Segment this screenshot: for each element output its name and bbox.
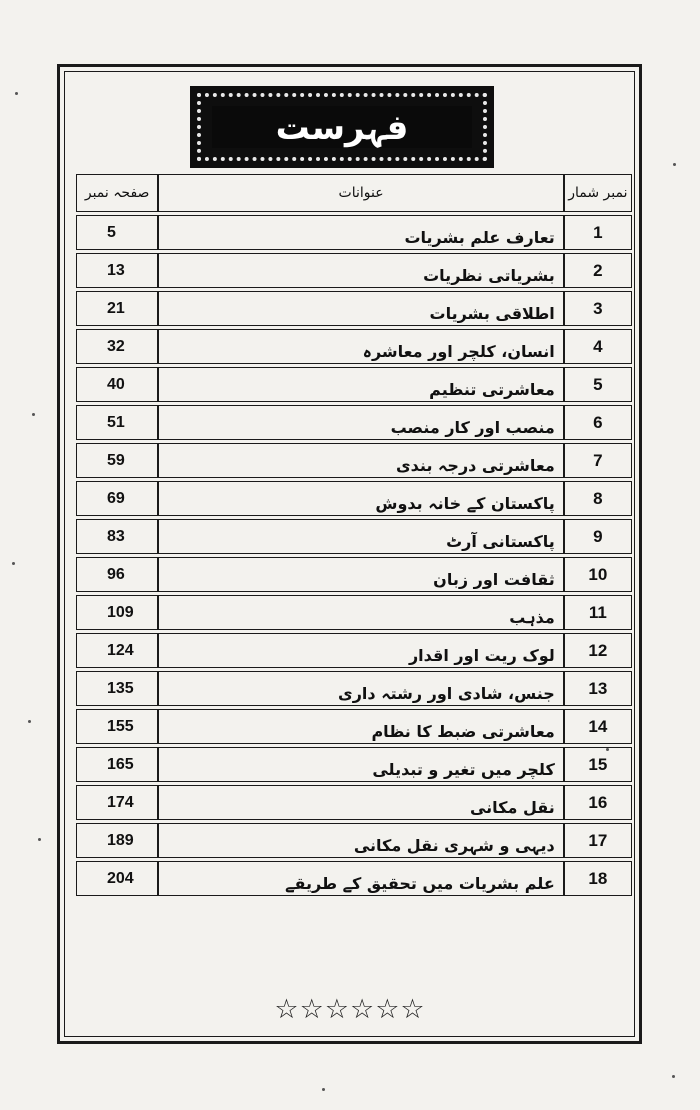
- row-title-cell: [158, 329, 563, 364]
- row-page: 40: [76, 367, 158, 402]
- scan-speck: [15, 92, 18, 95]
- row-number: 9: [564, 519, 632, 554]
- row-page: 189: [76, 823, 158, 858]
- row-page: 155: [76, 709, 158, 744]
- row-title-cell: [158, 291, 563, 326]
- row-title: دیہی و شہری نقل مکانی: [353, 836, 555, 855]
- row-page: 51: [76, 405, 158, 440]
- row-title: معاشرتی تنظیم: [429, 380, 555, 399]
- row-title-cell: [158, 367, 563, 402]
- row-number: 16: [564, 785, 632, 820]
- row-page: 5: [76, 215, 158, 250]
- table-row: [76, 785, 632, 820]
- scan-speck: [12, 562, 15, 565]
- row-title: معاشرتی ضبط کا نظام: [371, 722, 555, 741]
- row-number: 13: [564, 671, 632, 706]
- table-header-row: [76, 174, 632, 212]
- row-number: 7: [564, 443, 632, 478]
- table-row: [76, 443, 632, 478]
- row-title: ثقافت اور زبان: [433, 570, 555, 589]
- row-title-cell: [158, 519, 563, 554]
- row-title: تعارف علم بشریات: [404, 228, 555, 247]
- table-row: [76, 329, 632, 364]
- row-page: 109: [76, 595, 158, 630]
- row-page: 135: [76, 671, 158, 706]
- row-number: 1: [564, 215, 632, 250]
- row-page: 96: [76, 557, 158, 592]
- table-row: [76, 747, 632, 782]
- row-title-cell: [158, 671, 563, 706]
- table-row: [76, 215, 632, 250]
- row-page: 32: [76, 329, 158, 364]
- row-number: 12: [564, 633, 632, 668]
- row-title-cell: [158, 747, 563, 782]
- scan-speck: [672, 1075, 675, 1078]
- table-row: [76, 367, 632, 402]
- scan-speck: [28, 720, 31, 723]
- row-title-cell: [158, 557, 563, 592]
- row-title: اطلاقی بشریات: [429, 304, 555, 323]
- table-row: [76, 861, 632, 896]
- row-title: معاشرتی درجہ بندی: [396, 456, 555, 475]
- row-title: جنس، شادی اور رشتہ داری: [338, 684, 555, 703]
- row-title: بشریاتی نظریات: [423, 266, 555, 285]
- row-page: 83: [76, 519, 158, 554]
- row-number: 10: [564, 557, 632, 592]
- heading-plate: [212, 106, 472, 148]
- row-number: 5: [564, 367, 632, 402]
- row-page: 124: [76, 633, 158, 668]
- row-title: نقل مکانی: [469, 798, 555, 817]
- row-number: 15: [564, 747, 632, 782]
- heading-banner: [190, 86, 494, 168]
- table-row: [76, 253, 632, 288]
- table-row: [76, 557, 632, 592]
- table-row: [76, 481, 632, 516]
- row-title-cell: [158, 823, 563, 858]
- row-number: 8: [564, 481, 632, 516]
- row-title: انسان، کلچر اور معاشرہ: [362, 342, 555, 361]
- row-title-cell: [158, 861, 563, 896]
- row-number: 3: [564, 291, 632, 326]
- row-title-cell: [158, 215, 563, 250]
- row-title: علم بشریات میں تحقیق کے طریقے: [285, 874, 555, 893]
- header-number: نمبر شمار: [564, 174, 632, 212]
- row-title: لوک ریت اور اقدار: [408, 646, 555, 665]
- scan-speck: [322, 1088, 325, 1091]
- row-title-cell: [158, 633, 563, 668]
- row-page: 59: [76, 443, 158, 478]
- row-number: 4: [564, 329, 632, 364]
- row-title: پاکستانی آرٹ: [446, 532, 555, 551]
- row-page: 69: [76, 481, 158, 516]
- row-title-cell: [158, 595, 563, 630]
- scan-speck: [32, 413, 35, 416]
- row-page: 204: [76, 861, 158, 896]
- row-title-cell: [158, 709, 563, 744]
- row-number: 18: [564, 861, 632, 896]
- table-row: [76, 595, 632, 630]
- row-number: 11: [564, 595, 632, 630]
- header-title: عنوانات: [158, 174, 563, 212]
- row-page: 13: [76, 253, 158, 288]
- table-row: [76, 709, 632, 744]
- row-title-cell: [158, 253, 563, 288]
- row-number: 14: [564, 709, 632, 744]
- row-page: 174: [76, 785, 158, 820]
- scan-speck: [673, 163, 676, 166]
- contents-table: [76, 171, 632, 899]
- row-number: 6: [564, 405, 632, 440]
- row-title-cell: [158, 405, 563, 440]
- table-row: [76, 519, 632, 554]
- row-page: 165: [76, 747, 158, 782]
- table-row: [76, 405, 632, 440]
- scan-speck: [38, 838, 41, 841]
- row-number: 17: [564, 823, 632, 858]
- row-title: مذہب: [509, 608, 555, 627]
- table-row: [76, 671, 632, 706]
- table-body: [76, 215, 632, 896]
- row-number: 2: [564, 253, 632, 288]
- table-row: [76, 823, 632, 858]
- table-row: [76, 291, 632, 326]
- page-title: فہرست: [275, 107, 409, 148]
- row-title: منصب اور کار منصب: [390, 418, 555, 437]
- row-title-cell: [158, 785, 563, 820]
- table-row: [76, 633, 632, 668]
- star-ornament: ☆☆☆☆☆☆: [274, 994, 426, 1025]
- row-title-cell: [158, 481, 563, 516]
- header-page: صفحہ نمبر: [76, 174, 158, 212]
- row-page: 21: [76, 291, 158, 326]
- row-title-cell: [158, 443, 563, 478]
- row-title: پاکستان کے خانہ بدوش: [375, 494, 555, 513]
- row-title: کلچر میں تغیر و تبدیلی: [372, 760, 555, 779]
